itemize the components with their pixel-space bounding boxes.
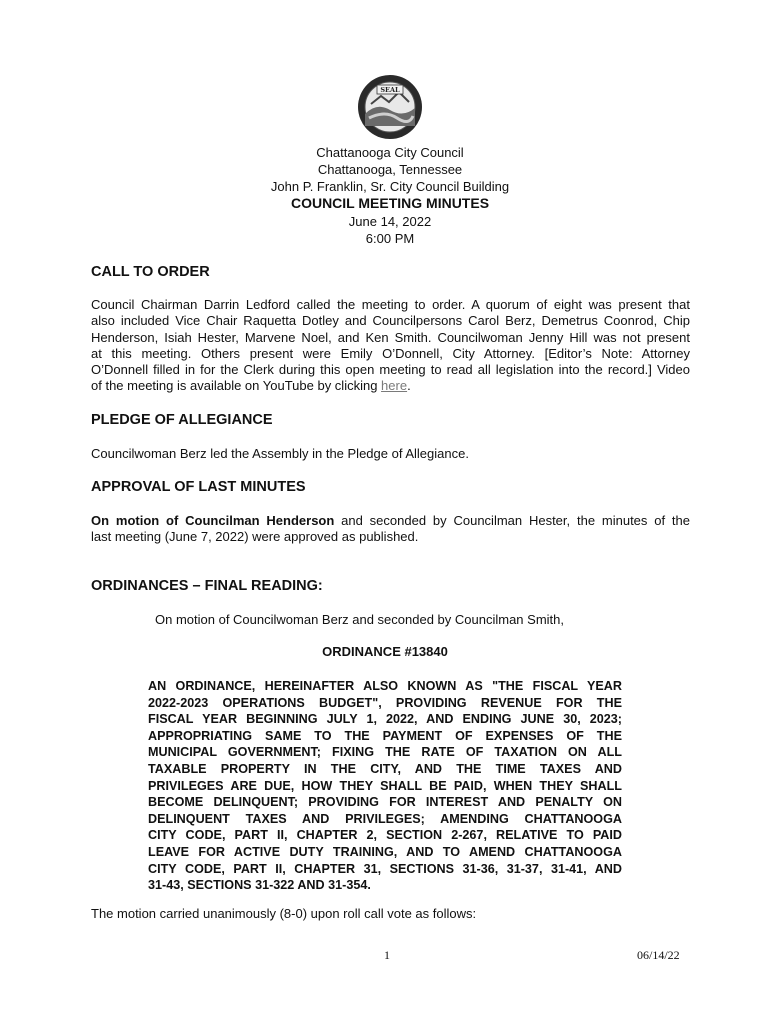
document-title: COUNCIL MEETING MINUTES (290, 195, 490, 211)
header-city: Chattanooga, Tennessee (317, 162, 463, 177)
ordinance-line: MUNICIPAL GOVERNMENT; FIXING THE RATE OF TAXATION ON ALL (148, 745, 622, 760)
approval-paragraph (91, 513, 690, 546)
motion-carried-text: The motion carried unanimously (8-0) upon roll call vote as follows: (91, 906, 477, 921)
youtube-link[interactable]: here (381, 378, 408, 394)
ordinance-line: FISCAL YEAR BEGINNING JULY 1, 2022, AND ENDING JUNE 30, 2023; (148, 712, 622, 727)
paragraph-line: O’Donnell filled in for the Clerk during this open meeting to read all legislation into the record.] Video (91, 362, 690, 378)
ordinance-text (148, 678, 622, 894)
meeting-time: 6:00 PM (365, 231, 415, 246)
call-to-order-paragraph (91, 297, 690, 395)
approval-heading: APPROVAL OF LAST MINUTES (91, 479, 306, 495)
paragraph-line: also included Vice Chair Raquetta Dotley and Councilpersons Carol Berz, Demetrus Coonrod, Chip (91, 313, 690, 329)
ordinance-line: TAXABLE PROPERTY IN THE CITY, AND THE TIME TAXES AND (148, 761, 622, 776)
page-number: 1 (384, 948, 390, 962)
paragraph-line: On motion of Councilman Henderson and seconded by Councilman Hester, the minutes of the (91, 513, 691, 528)
meeting-date: June 14, 2022 (348, 214, 432, 229)
call-to-order-heading: CALL TO ORDER (91, 264, 210, 280)
paragraph-line: Henderson, Isiah Hester, Marvene Noel, and Ken Smith. Councilwoman Jenny Hill was not present (91, 329, 690, 345)
ordinance-line: PRIVILEGES ARE DUE, HOW THEY SHALL BE PAID, WHEN THEY SHALL (148, 778, 622, 793)
ordinance-line: AN ORDINANCE, HEREINAFTER ALSO KNOWN AS "THE FISCAL YEAR (148, 679, 622, 693)
motion-bold: On motion of Councilman Henderson (91, 513, 335, 528)
pledge-paragraph: Councilwoman Berz led the Assembly in the Pledge of Allegiance. (91, 446, 469, 461)
paragraph-line: Council Chairman Darrin Ledford called the meeting to order. A quorum of eight was present that (91, 297, 690, 312)
ordinance-motion: On motion of Councilwoman Berz and seconded by Councilman Smith, (155, 612, 564, 627)
city-seal-icon (357, 74, 423, 140)
paragraph-line: last meeting (June 7, 2022) were approved as published. (91, 529, 419, 545)
ordinance-line: BECOME DELINQUENT; PROVIDING FOR INTEREST AND PENALTY ON (148, 795, 622, 810)
svg-text:SEAL: SEAL (380, 86, 400, 94)
ordinance-line: LEAVE FOR ACTIVE DUTY TRAINING, AND TO AMEND CHATTANOOGA (148, 844, 622, 859)
ordinance-line: DELINQUENT TAXES AND PRIVILEGES; AMENDING CHATTANOOGA (148, 811, 622, 826)
ordinance-line: CITY CODE, PART II, CHAPTER 2, SECTION 2-267, RELATIVE TO PAID (148, 828, 622, 843)
ordinance-line: 2022-2023 OPERATIONS BUDGET", PROVIDING REVENUE FOR THE (148, 695, 622, 710)
pledge-heading: PLEDGE OF ALLEGIANCE (91, 412, 273, 428)
header-org: Chattanooga City Council (316, 145, 464, 160)
paragraph-line: of the meeting is available on YouTube by clicking here. (91, 378, 411, 394)
ordinance-number: ORDINANCE #13840 (322, 644, 448, 659)
paragraph-line: at this meeting. Others present were Emily O’Donnell, City Attorney. [Editor’s Note: Attorney (91, 345, 690, 361)
ordinance-line: CITY CODE, PART II, CHAPTER 31, SECTIONS 31-36, 31-37, 31-41, AND (148, 861, 622, 876)
header-building: John P. Franklin, Sr. City Council Building (270, 179, 510, 194)
ordinance-line: 31-43, SECTIONS 31-322 AND 31-354. (148, 878, 371, 893)
ordinance-line: APPROPRIATING SAME TO THE PAYMENT OF EXPENSES OF THE (148, 728, 622, 743)
footer-date: 06/14/22 (637, 948, 680, 962)
ordinances-heading: ORDINANCES – FINAL READING: (91, 578, 323, 594)
